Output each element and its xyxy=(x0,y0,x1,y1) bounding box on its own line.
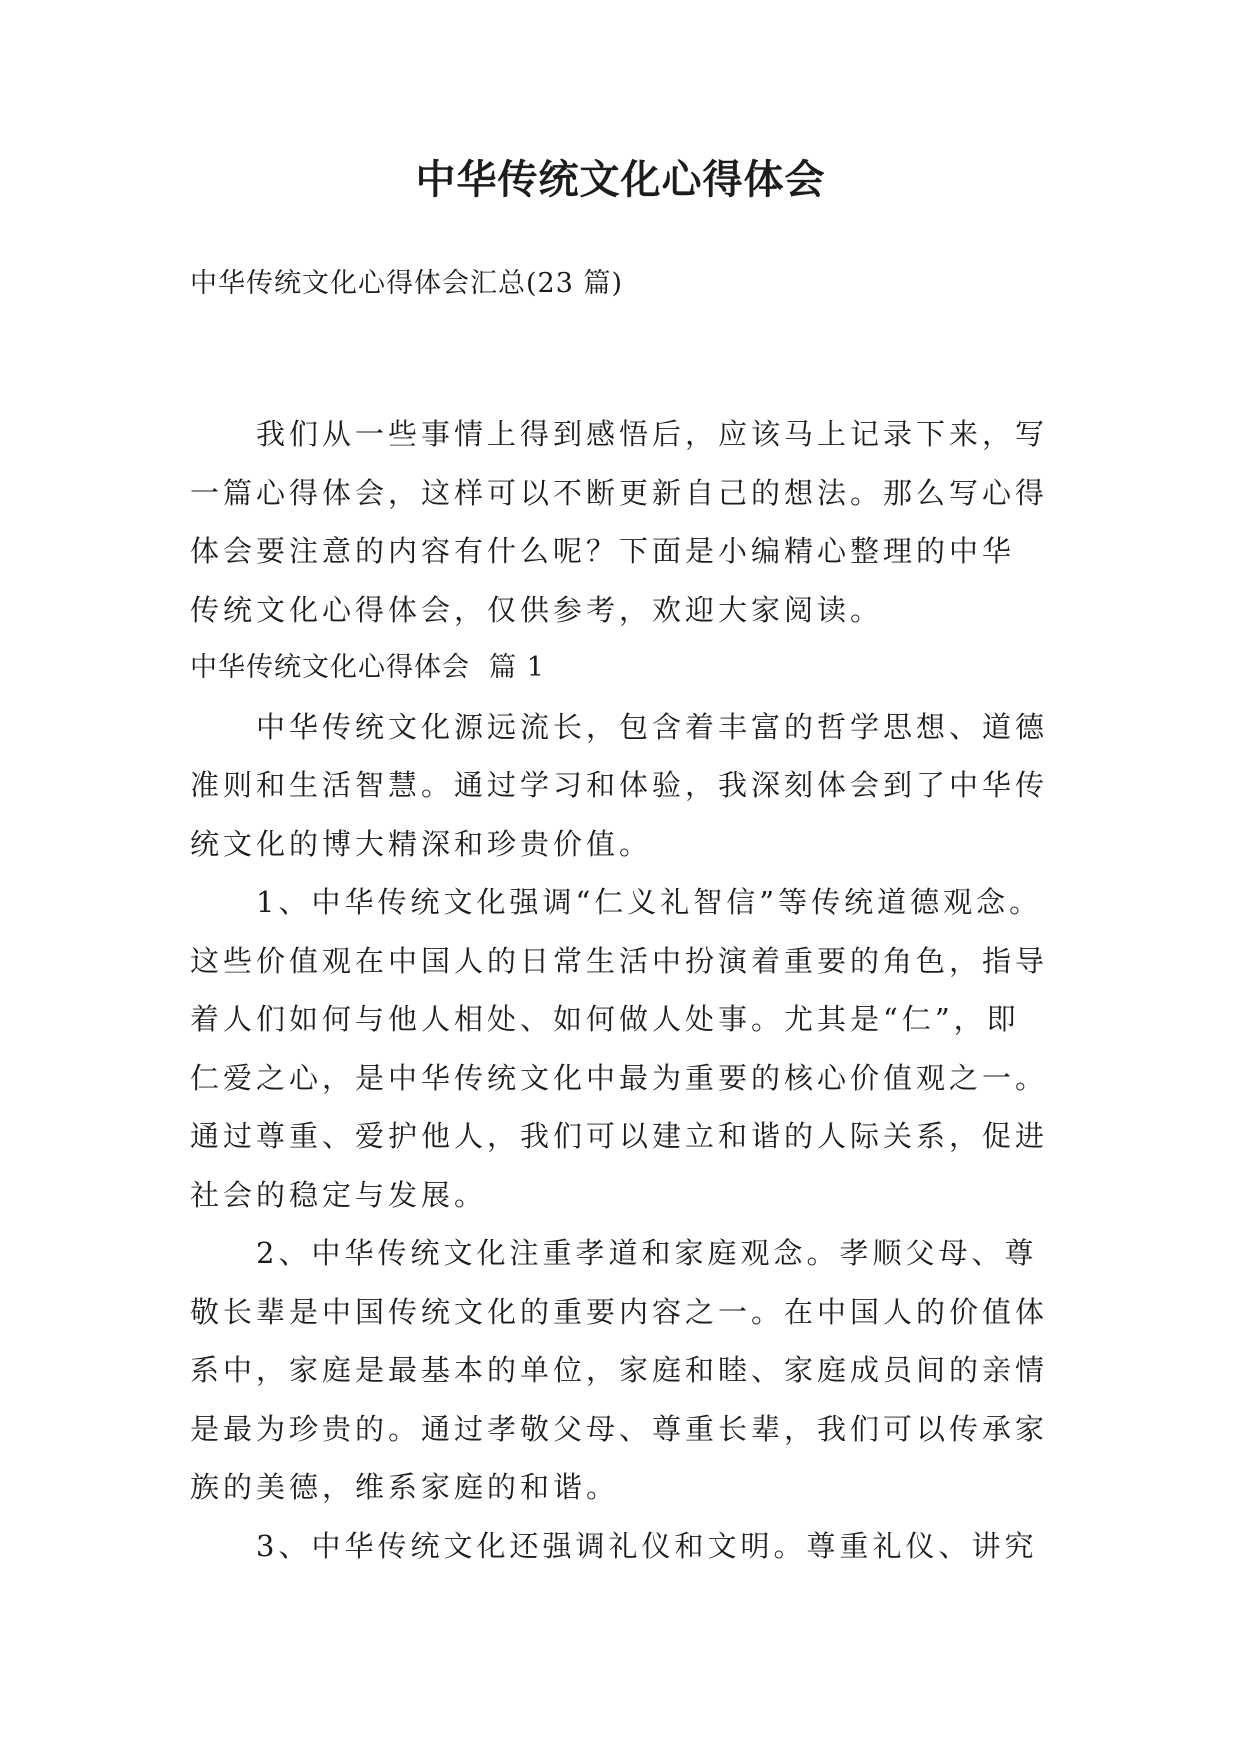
body-line: 着人们如何与他人相处、如何做人处事。尤其是“仁”，即 xyxy=(190,1002,1020,1036)
document-body xyxy=(190,405,1070,1575)
intro-line: 一篇心得体会，这样可以不断更新自己的想法。那么写心得 xyxy=(190,475,1049,510)
document-subtitle: 中华传统文化心得体会汇总(23 篇) xyxy=(190,268,624,299)
body-line: 统文化的博大精深和珍贵价值。 xyxy=(190,826,653,861)
body-line: 是最为珍贵的。通过孝敬父母、尊重长辈，我们可以传承家 xyxy=(190,1411,1049,1446)
body-line: 准则和生活智慧。通过学习和体验，我深刻体会到了中华传 xyxy=(190,768,1049,802)
body-line: 族的美德，维系家庭的和谐。 xyxy=(190,1470,620,1504)
body-line: 敬长辈是中国传统文化的重要内容之一。在中国人的价值体 xyxy=(190,1294,1049,1329)
document-title: 中华传统文化心得体会 xyxy=(415,157,826,203)
body-line: 系中，家庭是最基本的单位，家庭和睦、家庭成员间的亲情 xyxy=(190,1353,1049,1387)
body-line: 这些价值观在中国人的日常生活中扮演着重要的角色，指导 xyxy=(190,943,1049,978)
intro-line: 传统文化心得体会，仅供参考，欢迎大家阅读。 xyxy=(190,592,884,627)
body-line: 中华传统文化源远流长，包含着丰富的哲学思想、道德 xyxy=(256,709,1049,744)
body-line: 1、中华传统文化强调“仁义礼智信”等传统道德观念。 xyxy=(256,885,1043,919)
body-line: 2、中华传统文化注重孝道和家庭观念。孝顺父母、尊 xyxy=(256,1236,1038,1270)
body-line: 仁爱之心，是中华传统文化中最为重要的核心价值观之一。 xyxy=(190,1060,1049,1095)
intro-line: 体会要注意的内容有什么呢？下面是小编精心整理的中华 xyxy=(190,534,1016,568)
body-line: 3、中华传统文化还强调礼仪和文明。尊重礼仪、讲究 xyxy=(256,1528,1038,1563)
intro-line: 我们从一些事情上得到感悟后，应该马上记录下来，写 xyxy=(256,417,1049,451)
body-line: 通过尊重、爱护他人，我们可以建立和谐的人际关系，促进 xyxy=(190,1119,1049,1153)
body-line: 社会的稳定与发展。 xyxy=(190,1177,488,1212)
section-heading: 中华传统文化心得体会 篇 1 xyxy=(190,652,545,683)
